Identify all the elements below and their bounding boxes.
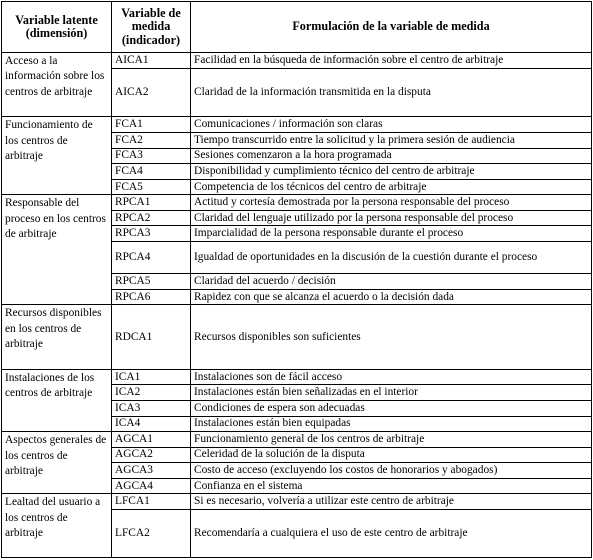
table-row — [2, 53, 592, 69]
dimension-cell: Instalaciones de los centros de arbitraje — [2, 369, 112, 431]
dimension-cell: Responsable del proceso en los centros de arbitraje — [2, 195, 112, 305]
header-indicator: Variable de medida (indicador) — [112, 2, 191, 53]
dimension-cell: Recursos disponibles en los centros de arbitraje — [2, 305, 112, 369]
table-row — [2, 494, 592, 510]
dimension-cell: Acceso a la información sobre los centros de arbitraje — [2, 53, 112, 117]
indicator-code: RPCA2 — [112, 210, 191, 226]
indicator-description: Comunicaciones / información son claras — [191, 117, 592, 133]
indicator-code: ICA4 — [112, 416, 191, 432]
dimension-cell: Lealtad del usuario a los centros de arbitraje — [2, 494, 112, 558]
variables-table — [1, 1, 592, 558]
indicator-description: Condiciones de espera son adecuadas — [191, 400, 592, 416]
indicator-code: ICA2 — [112, 385, 191, 401]
table-row — [2, 117, 592, 133]
dimension-cell: Funcionamiento de los centros de arbitraje — [2, 117, 112, 195]
indicator-description: Recursos disponibles son suficientes — [191, 305, 592, 369]
indicator-description: Rapidez con que se alcanza el acuerdo o la decisión dada — [191, 289, 592, 305]
indicator-code: FCA3 — [112, 148, 191, 164]
indicator-description: Igualdad de oportunidades en la discusión de la cuestión durante el proceso — [191, 242, 592, 274]
indicator-code: RPCA5 — [112, 274, 191, 290]
indicator-code: RPCA3 — [112, 226, 191, 242]
indicator-description: Funcionamiento general de los centros de arbitraje — [191, 432, 592, 448]
indicator-description: Costo de acceso (excluyendo los costos de honorarios y abogados) — [191, 463, 592, 479]
indicator-code: AICA2 — [112, 68, 191, 117]
indicator-description: Claridad del acuerdo / decisión — [191, 274, 592, 290]
indicator-code: RPCA6 — [112, 289, 191, 305]
indicator-code: LFCA2 — [112, 510, 191, 558]
indicator-code: RPCA4 — [112, 242, 191, 274]
table-row — [2, 432, 592, 448]
indicator-description: Actitud y cortesía demostrada por la persona responsable del proceso — [191, 195, 592, 211]
indicator-code: RDCA1 — [112, 305, 191, 369]
indicator-code: AGCA2 — [112, 447, 191, 463]
indicator-description: Claridad de la información transmitida en la disputa — [191, 68, 592, 117]
header-latent-variable: Variable latente (dimensión) — [2, 2, 112, 53]
indicator-code: FCA2 — [112, 132, 191, 148]
indicator-code: AGCA1 — [112, 432, 191, 448]
indicator-description: Facilidad en la búsqueda de información sobre el centro de arbitraje — [191, 53, 592, 69]
indicator-code: AICA1 — [112, 53, 191, 69]
indicator-description: Tiempo transcurrido entre la solicitud y la primera sesión de audiencia — [191, 132, 592, 148]
indicator-description: Competencia de los técnicos del centro de arbitraje — [191, 179, 592, 195]
header-row — [2, 2, 592, 53]
indicator-code: LFCA1 — [112, 494, 191, 510]
table-row — [2, 195, 592, 211]
indicator-code: RPCA1 — [112, 195, 191, 211]
dimension-cell: Aspectos generales de los centros de arbitraje — [2, 432, 112, 494]
indicator-description: Si es necesario, volvería a utilizar este centro de arbitraje — [191, 494, 592, 510]
indicator-code: FCA1 — [112, 117, 191, 133]
indicator-description: Confianza en el sistema — [191, 478, 592, 494]
indicator-description: Instalaciones son de fácil acceso — [191, 369, 592, 385]
indicator-description: Recomendaría a cualquiera el uso de este centro de arbitraje — [191, 510, 592, 558]
header-formulation: Formulación de la variable de medida — [191, 2, 592, 53]
indicator-code: FCA5 — [112, 179, 191, 195]
indicator-description: Claridad del lenguaje utilizado por la persona responsable del proceso — [191, 210, 592, 226]
table-row — [2, 305, 592, 369]
indicator-description: Instalaciones están bien equipadas — [191, 416, 592, 432]
indicator-description: Imparcialidad de la persona responsable durante el proceso — [191, 226, 592, 242]
indicator-code: ICA3 — [112, 400, 191, 416]
indicator-description: Disponibilidad y cumplimiento técnico del centro de arbitraje — [191, 164, 592, 180]
table-row — [2, 369, 592, 385]
indicator-description: Instalaciones están bien señalizadas en el interior — [191, 385, 592, 401]
indicator-code: AGCA3 — [112, 463, 191, 479]
indicator-description: Sesiones comenzaron a la hora programada — [191, 148, 592, 164]
indicator-code: FCA4 — [112, 164, 191, 180]
indicator-description: Celeridad de la solución de la disputa — [191, 447, 592, 463]
indicator-code: ICA1 — [112, 369, 191, 385]
indicator-code: AGCA4 — [112, 478, 191, 494]
